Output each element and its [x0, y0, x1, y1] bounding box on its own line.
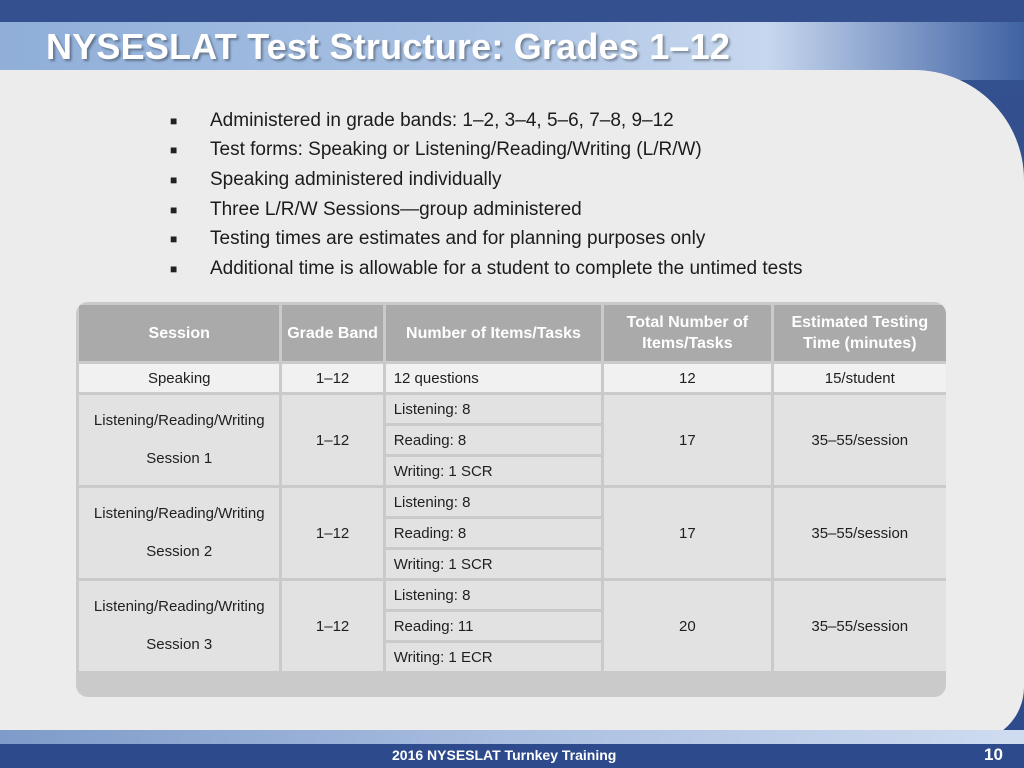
table-row	[79, 581, 946, 609]
cell-reading: Reading: 8	[386, 519, 602, 547]
session-number: Session 2	[146, 543, 213, 560]
cell-time: 35–55/session	[774, 488, 946, 578]
cell-session	[79, 488, 279, 578]
session-number: Session 3	[146, 636, 213, 653]
bullet-item	[170, 254, 803, 284]
bullet-text: Speaking administered individually	[210, 168, 502, 190]
header-grade-band: Grade Band	[282, 305, 382, 361]
cell-grade: 1–12	[282, 488, 382, 578]
cell-reading: Reading: 11	[386, 612, 602, 640]
cell-grade: 1–12	[282, 395, 382, 485]
cell-time: 15/student	[774, 364, 946, 392]
bullet-item	[170, 106, 803, 136]
cell-total: 20	[604, 581, 770, 671]
header-time: Estimated Testing Time (minutes)	[774, 305, 946, 361]
cell-session	[79, 395, 279, 485]
cell-total: 12	[604, 364, 770, 392]
cell-grade: 1–12	[282, 581, 382, 671]
cell-reading: Reading: 8	[386, 426, 602, 454]
square-bullet-icon: ■	[170, 261, 178, 276]
cell-session	[79, 581, 279, 671]
square-bullet-icon: ■	[170, 202, 178, 217]
table-row	[79, 395, 946, 423]
session-name: Listening/Reading/Writing	[93, 505, 265, 522]
cell-total: 17	[604, 395, 770, 485]
cell-listening: Listening: 8	[386, 581, 602, 609]
cell-writing: Writing: 1 SCR	[386, 550, 602, 578]
cell-writing: Writing: 1 ECR	[386, 643, 602, 671]
bullet-item	[170, 224, 803, 254]
bullet-list	[170, 106, 803, 284]
square-bullet-icon: ■	[170, 113, 178, 128]
slide-title: NYSESLAT Test Structure: Grades 1–12	[46, 26, 731, 67]
bullet-text: Administered in grade bands: 1–2, 3–4, 5–6, 7–8, 9–12	[210, 109, 674, 131]
session-number: Session 1	[146, 450, 213, 467]
test-structure-table-container	[76, 302, 946, 697]
cell-listening: Listening: 8	[386, 488, 602, 516]
cell-time: 35–55/session	[774, 395, 946, 485]
cell-total: 17	[604, 488, 770, 578]
header-items: Number of Items/Tasks	[386, 305, 602, 361]
bullet-item	[170, 195, 803, 225]
square-bullet-icon: ■	[170, 143, 178, 158]
header-session: Session	[79, 305, 279, 361]
table-header-row	[79, 305, 946, 361]
table-row	[79, 488, 946, 516]
cell-listening: Listening: 8	[386, 395, 602, 423]
cell-grade: 1–12	[282, 364, 382, 392]
bullet-text: Three L/R/W Sessions—group administered	[210, 198, 582, 220]
bullet-item	[170, 165, 803, 195]
cell-session: Speaking	[79, 364, 279, 392]
cell-writing: Writing: 1 SCR	[386, 457, 602, 485]
test-structure-table	[76, 302, 946, 674]
bullet-text: Test forms: Speaking or Listening/Reading/Writing (L/R/W)	[210, 139, 702, 161]
header-total: Total Number of Items/Tasks	[604, 305, 770, 361]
table-row	[79, 364, 946, 392]
session-name: Listening/Reading/Writing	[93, 412, 265, 429]
bullet-text: Additional time is allowable for a student to complete the untimed tests	[210, 257, 803, 279]
square-bullet-icon: ■	[170, 172, 178, 187]
page-number: 10	[984, 745, 1003, 764]
cell-items: 12 questions	[386, 364, 602, 392]
bullet-item	[170, 136, 803, 166]
session-name: Listening/Reading/Writing	[93, 598, 265, 615]
square-bullet-icon: ■	[170, 232, 178, 247]
bullet-text: Testing times are estimates and for planning purposes only	[210, 228, 706, 250]
cell-time: 35–55/session	[774, 581, 946, 671]
footer-text: 2016 NYSESLAT Turnkey Training	[392, 747, 617, 763]
footer-strip	[0, 730, 1024, 744]
